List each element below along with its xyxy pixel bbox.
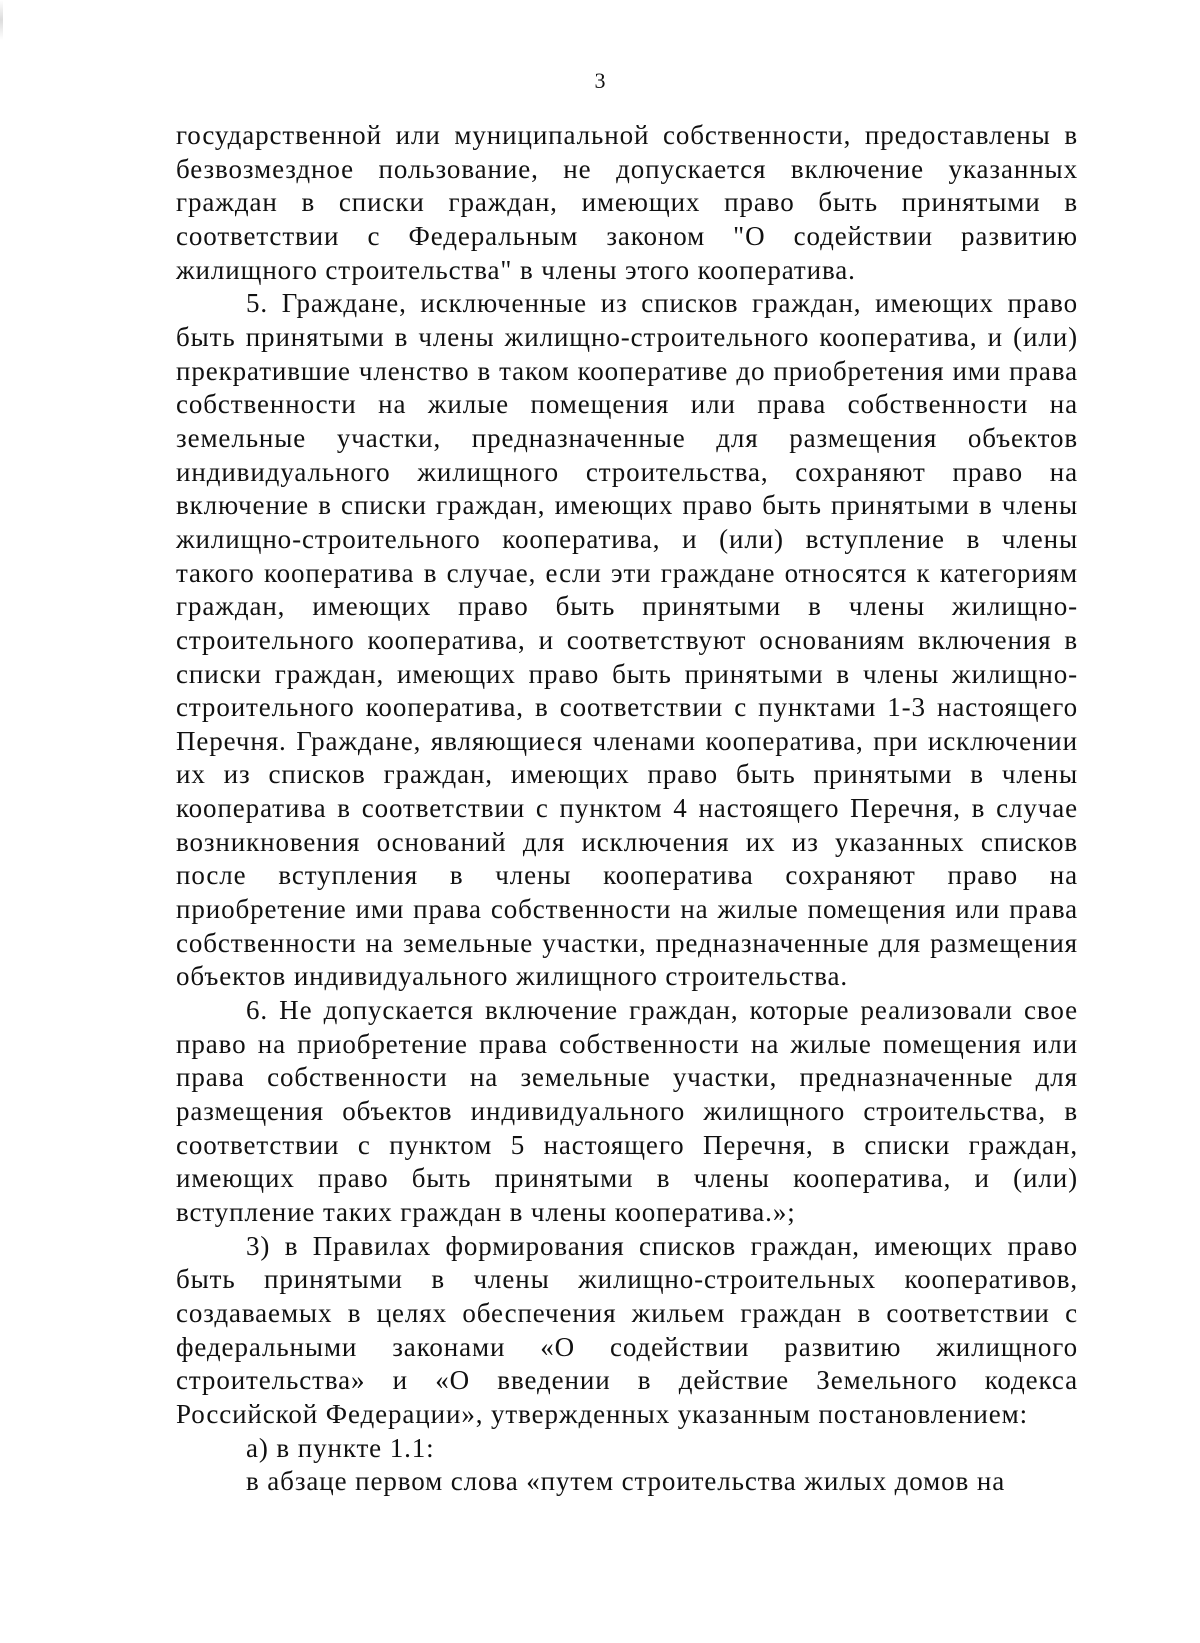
- paragraph-item-5: 5. Граждане, исключенные из списков граждан, имеющих право быть принятыми в члены жилищно-строительного кооператива, и (или) прекратившие членство в таком кооперативе до приобретения ими права собственности на жилые помещения или права собственности на земельные участки, предназначенные для размещения объектов индивидуального жилищного строительства, сохраняют право на включение в списки граждан, имеющих право быть принятыми в члены жилищно-строительного кооператива, и (или) вступление в члены такого кооператива в случае, если эти граждане относятся к категориям граждан, имеющих право быть принятыми в члены жилищно-строительного кооператива, и соответствуют основаниям включения в списки граждан, имеющих право быть принятыми в члены жилищно-строительного кооператива, в соответствии с пунктами 1-3 настоящего Перечня. Граждане, являющиеся членами кооператива, при исключении их из списков граждан, имеющих право быть принятыми в члены кооператива в соответствии с пунктом 4 настоящего Перечня, в случае возникновения оснований для исключения их из указанных списков после вступления в члены кооператива сохраняют право на приобретение ими права собственности на жилые помещения или права собственности на земельные участки, предназначенные для размещения объектов индивидуального жилищного строительства.: [176, 288, 1078, 992]
- paragraph-subitem-a-first: в абзаце первом слова «путем строительства жилых домов на: [246, 1466, 1006, 1497]
- paragraph-subitem-3: 3) в Правилах формирования списков граждан, имеющих право быть принятыми в члены жилищно-строительных кооперативов, создаваемых в целях обеспечения жильем граждан в соответствии с федеральными законами «О содействии развитию жилищного строительства» и «О введении в действие Земельного кодекса Российской Федерации», утвержденных указанным постановлением:: [176, 1230, 1078, 1429]
- scan-edge-mark: [0, 0, 3, 40]
- document-body: [176, 119, 1078, 1499]
- paragraph-subitem-a: а) в пункте 1.1:: [246, 1432, 435, 1463]
- page-number: 3: [594, 68, 606, 93]
- paragraph-item-6: 6. Не допускается включение граждан, которые реализовали свое право на приобретение права собственности на жилые помещения или права собственности на земельные участки, предназначенные для размещения объектов индивидуального жилищного строительства, в соответствии с пунктом 5 настоящего Перечня, в списки граждан, имеющих право быть принятыми в члены кооператива, и (или) вступление таких граждан в члены кооператива.»;: [176, 995, 1078, 1227]
- paragraph-continuation: государственной или муниципальной собственности, предоставлены в безвозмездное пользование, не допускается включение указанных граждан в списки граждан, имеющих право быть принятыми в соответствии с Федеральным законом "О содействии развитию жилищного строительства" в члены этого кооператива.: [176, 120, 1078, 285]
